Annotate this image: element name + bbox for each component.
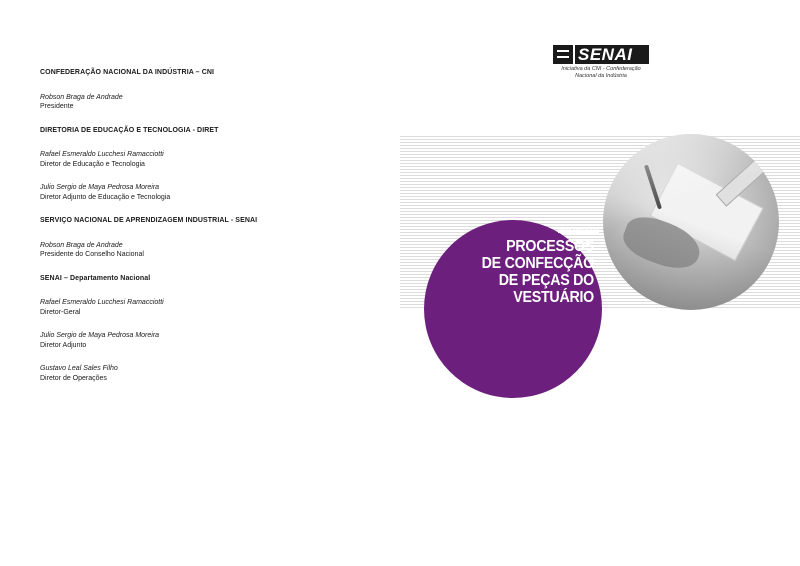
person-role: Presidente do Conselho Nacional — [40, 251, 144, 258]
logo-tagline-line-2: Nacional da Indústria — [575, 72, 627, 79]
person-name: Robson Braga de Andrade — [40, 241, 123, 249]
senai-logo — [553, 45, 649, 79]
credits-page — [40, 68, 370, 397]
person-name: Gustavo Leal Sales Filho — [40, 365, 118, 372]
person-name: Rafael Esmeraldo Lucchesi Ramacciotti — [40, 299, 164, 306]
person-entry — [40, 298, 370, 317]
sewing-photo-image — [603, 134, 779, 310]
logo-tagline-line-1: Iniciativa da CNI - Confederação — [561, 66, 641, 72]
title-line: VESTUÁRIO — [513, 289, 594, 306]
series-label: SÉRIE VESTUÁRIO — [558, 226, 600, 231]
section-heading-diret: DIRETORIA DE EDUCAÇÃO E TECNOLOGIA - DIRET — [40, 126, 219, 134]
person-entry — [40, 364, 370, 383]
person-role: Diretor de Educação e Tecnologia — [40, 160, 145, 168]
photo-shading — [603, 134, 779, 310]
person-role: Presidente — [40, 103, 74, 110]
section-heading-departamento-nacional: SENAI – Departamento Nacional — [40, 274, 151, 282]
title-line: DE CONFECÇÃO — [481, 255, 594, 272]
person-role: Diretor-Geral — [40, 308, 81, 316]
title-line: PROCESSOS — [506, 238, 594, 255]
logo-emblem-icon — [553, 45, 573, 64]
person-entry — [40, 150, 370, 169]
section-heading-cni: CONFEDERAÇÃO NACIONAL DA INDÚSTRIA – CNI — [40, 69, 215, 76]
person-entry — [40, 93, 370, 112]
person-name: Rafael Esmeraldo Lucchesi Ramacciotti — [40, 151, 164, 158]
person-role: Diretor de Operações — [40, 374, 107, 382]
person-entry — [40, 241, 370, 260]
logo-mark — [553, 45, 649, 64]
person-entry — [40, 183, 370, 202]
person-role: Diretor Adjunto de Educação e Tecnologia — [40, 193, 171, 201]
person-role: Diretor Adjunto — [40, 341, 87, 349]
book-title — [434, 238, 594, 306]
person-name: Julio Sergio de Maya Pedrosa Moreira — [40, 332, 160, 339]
person-entry — [40, 331, 370, 350]
person-name: Julio Sergio de Maya Pedrosa Moreira — [40, 184, 160, 191]
logo-wordmark: SENAI — [575, 45, 649, 64]
title-line: DE PEÇAS DO — [498, 272, 594, 289]
person-name: Robson Braga de Andrade — [40, 93, 123, 101]
section-heading-senai: SERVIÇO NACIONAL DE APRENDIZAGEM INDUSTRIAL - SENAI — [40, 217, 258, 224]
logo-tagline — [553, 66, 649, 79]
